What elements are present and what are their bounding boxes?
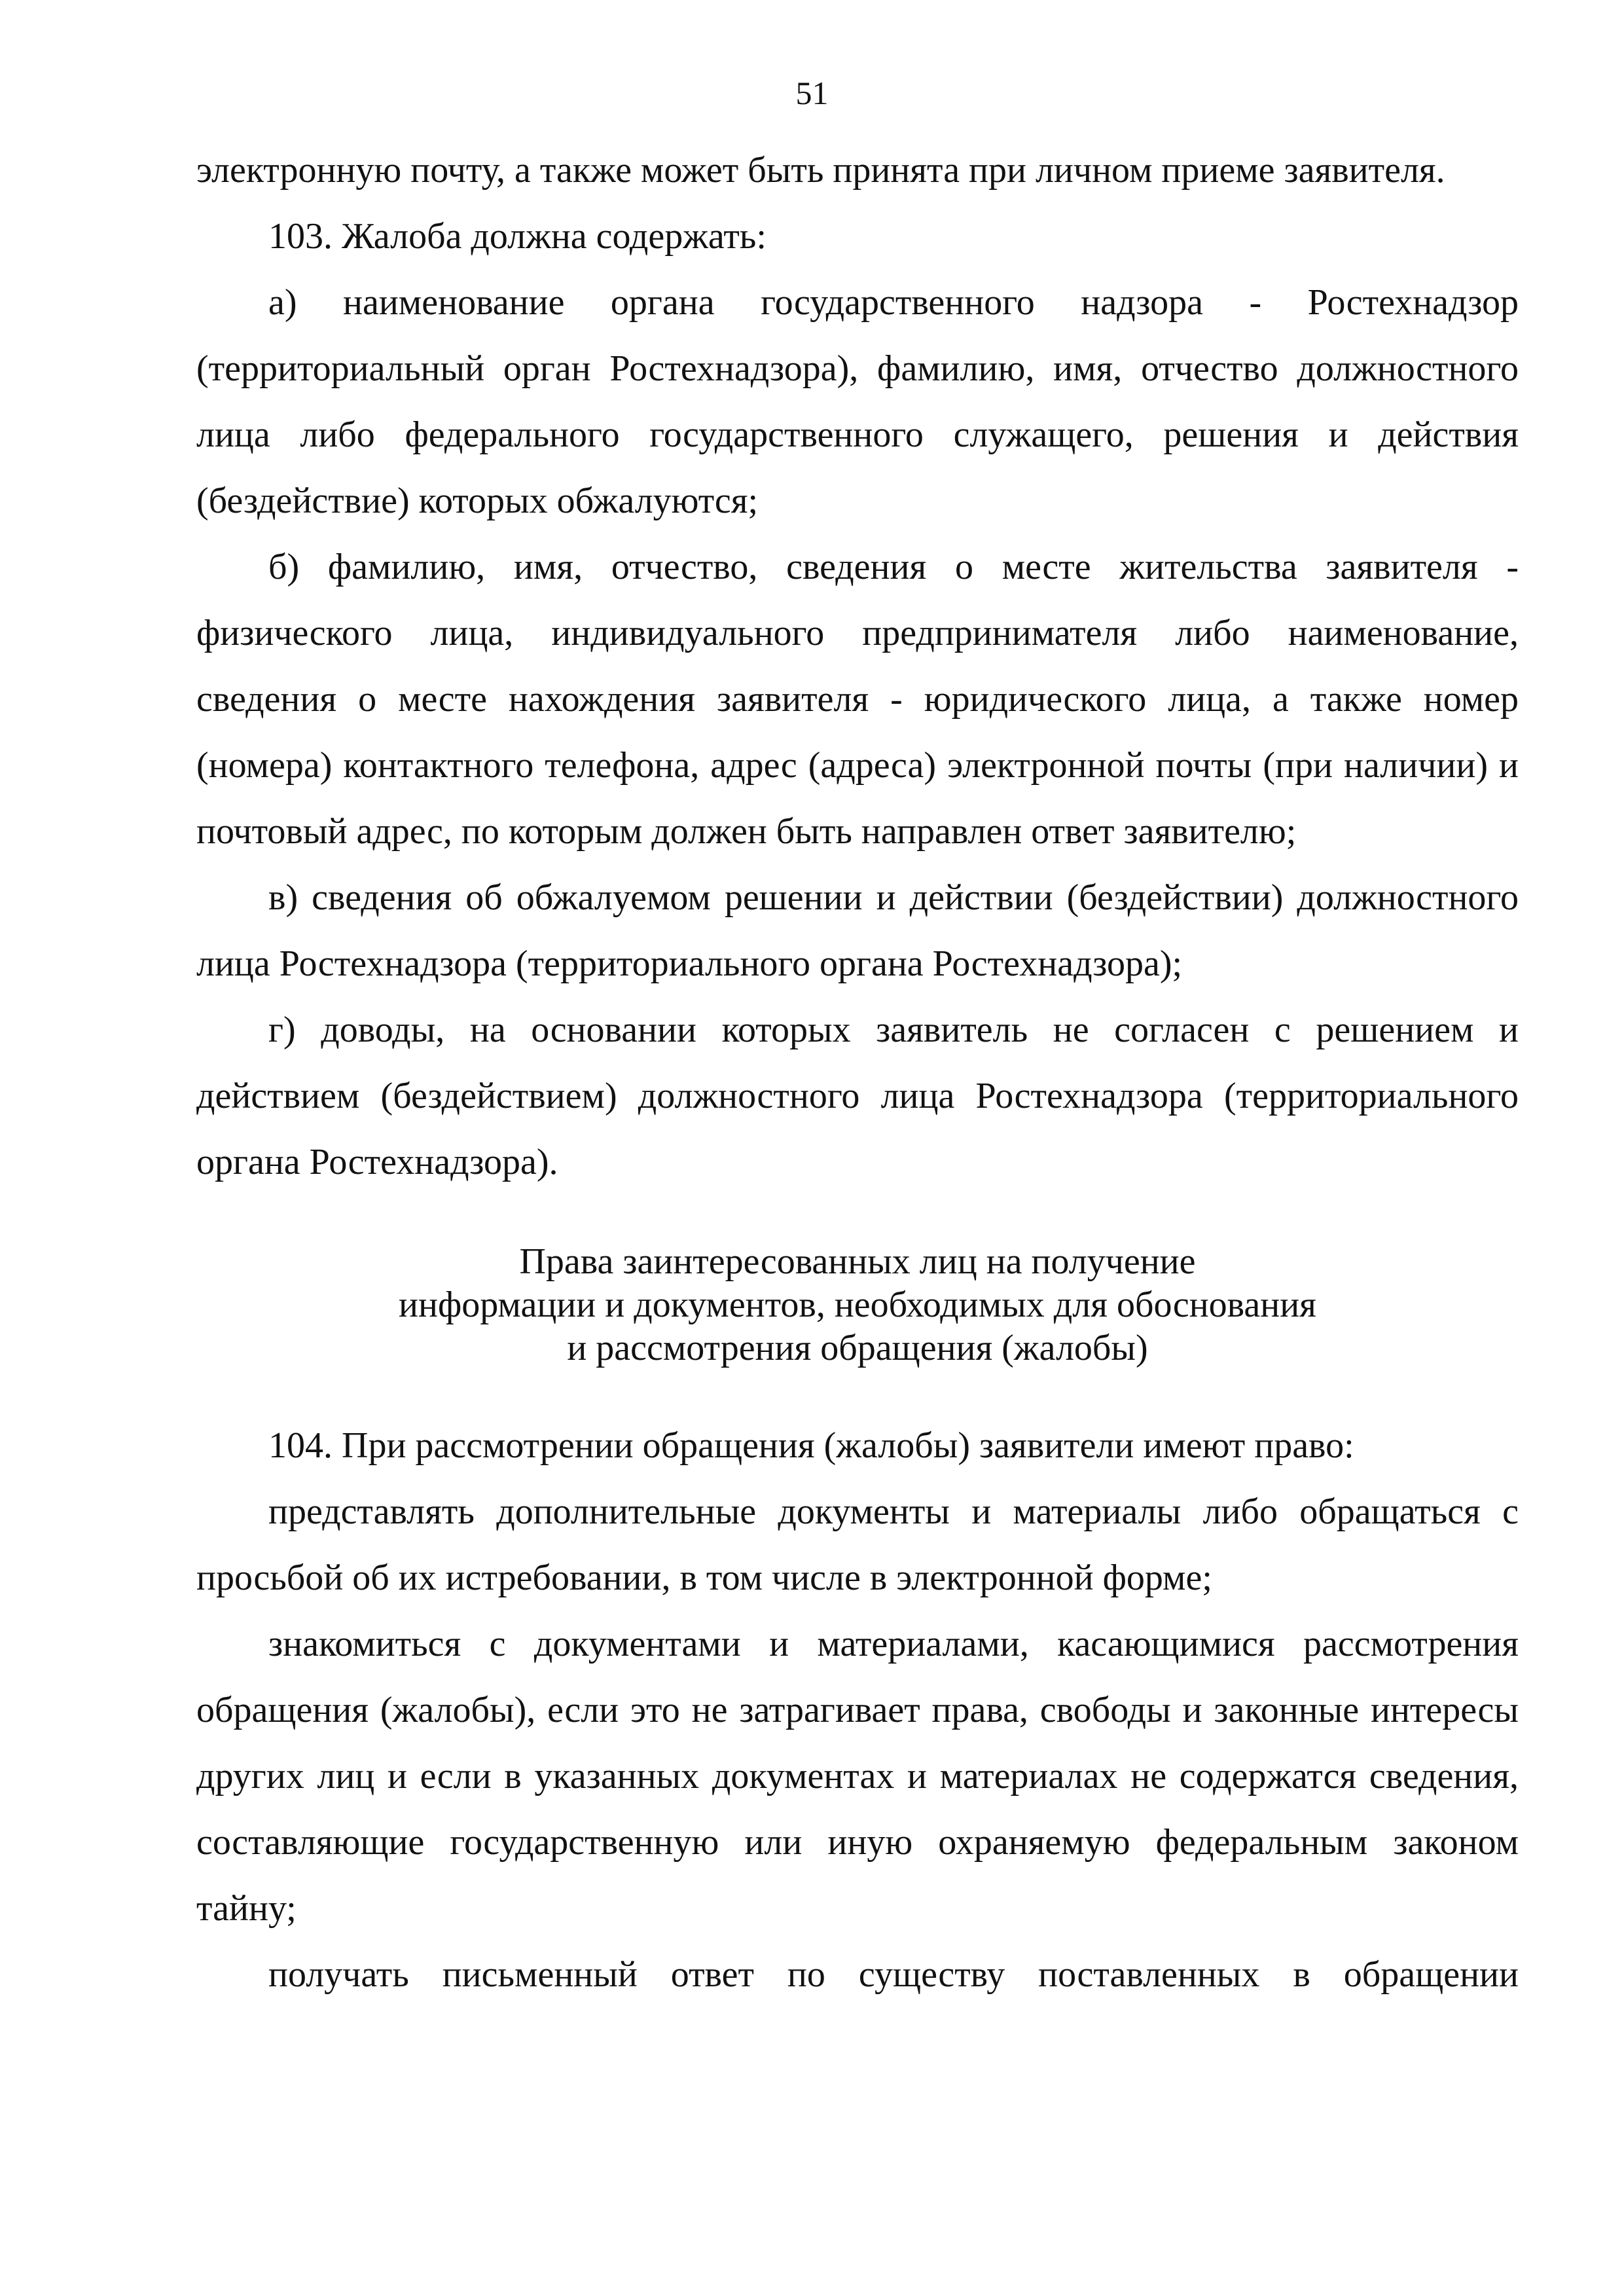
section-heading-line: и рассмотрения обращения (жалобы) [567, 1328, 1148, 1368]
section-heading-line: Права заинтересованных лиц на получение [519, 1241, 1196, 1282]
paragraph-103-a: а) наименование органа государственного надзора - Ростехнадзор (территориальный орган Ростехнадзора), фамилию, имя, отчество должностного лица либо федерального государственного служащего, решения и действия (бездействие) которых обжалуются; [196, 282, 1519, 521]
paragraphs-top [196, 137, 1519, 1195]
section-heading [196, 1240, 1519, 1370]
page-number: 51 [795, 75, 829, 111]
paragraph-104-item-2: знакомиться с документами и материалами, касающимися рассмотрения обращения (жалобы), если это не затрагивает права, свободы и законные интересы других лиц и если в указанных документах и материалах не содержатся сведения, составляющие государственную или иную охраняемую федеральным законом тайну; [196, 1624, 1519, 1929]
paragraph-104-item-1: представлять дополнительные документы и материалы либо обращаться с просьбой об их истребовании, в том числе в электронной форме; [196, 1491, 1519, 1598]
paragraph-103-v: в) сведения об обжалуемом решении и действии (бездействии) должностного лица Ростехнадзора (территориального органа Ростехнадзора); [196, 877, 1519, 984]
paragraph-103-b: б) фамилию, имя, отчество, сведения о месте жительства заявителя - физического лица, индивидуального предпринимателя либо наименование, сведения о месте нахождения заявителя - юридического лица, а также номер (номера) контактного телефона, адрес (адреса) электронной почты (при наличии) и почтовый адрес, по которым должен быть направлен ответ заявителю; [196, 547, 1519, 852]
paragraph-continuation: электронную почту, а также может быть принята при личном приеме заявителя. [196, 150, 1445, 191]
document-body [196, 137, 1519, 2008]
paragraph-104-item-3: получать письменный ответ по существу поставленных в обращении [268, 1954, 1519, 1995]
paragraph-103: 103. Жалоба должна содержать: [268, 216, 767, 257]
paragraph-103-g: г) доводы, на основании которых заявитель не согласен с решением и действием (бездействием) должностного лица Ростехнадзора (территориального органа Ростехнадзора). [196, 1010, 1519, 1182]
paragraph-104: 104. При рассмотрении обращения (жалобы) заявители имеют право: [268, 1425, 1354, 1466]
paragraphs-bottom [196, 1413, 1519, 2008]
section-heading-line: информации и документов, необходимых для обоснования [399, 1285, 1316, 1325]
